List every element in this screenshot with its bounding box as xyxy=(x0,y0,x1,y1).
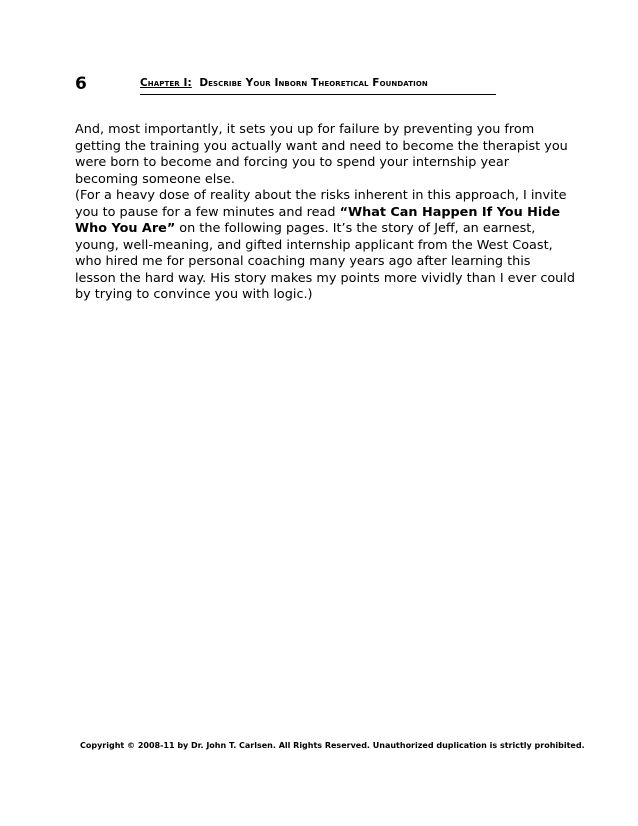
chapter-title: Describe Your Inborn Theoretical Foundation xyxy=(199,77,428,89)
paragraph-2-intro: (For a heavy dose of reality about the risks inherent in this approach, I invite you to pause for a few minutes and read xyxy=(75,188,567,220)
copyright-footer: Copyright © 2008-11 by Dr. John T. Carlsen. All Rights Reserved. Unauthorized duplication is strictly prohibited. xyxy=(80,741,585,750)
page-number: 6 xyxy=(75,74,87,94)
story-title: “What Can Happen If You Hide Who You Are” xyxy=(75,204,561,236)
chapter-label: Chapter I: xyxy=(140,77,192,89)
chapter-header xyxy=(140,76,496,95)
body-paragraph-1: And, most importantly, it sets you up for failure by preventing you from getting the training you actually want and need to become the therapist you were born to become and forcing you to spend your internship year becoming someone else. xyxy=(75,122,568,187)
body-paragraph-2 xyxy=(75,188,575,304)
paragraph-2-rest: on the following pages. It’s the story of Jeff, an earnest, young, well-meaning, and gifted internship applicant from the West Coast, who hired me for personal coaching many years ago after learning this lesson the hard way. His story makes my points more vividly than I ever could by trying to convince you with logic.) xyxy=(75,221,575,302)
